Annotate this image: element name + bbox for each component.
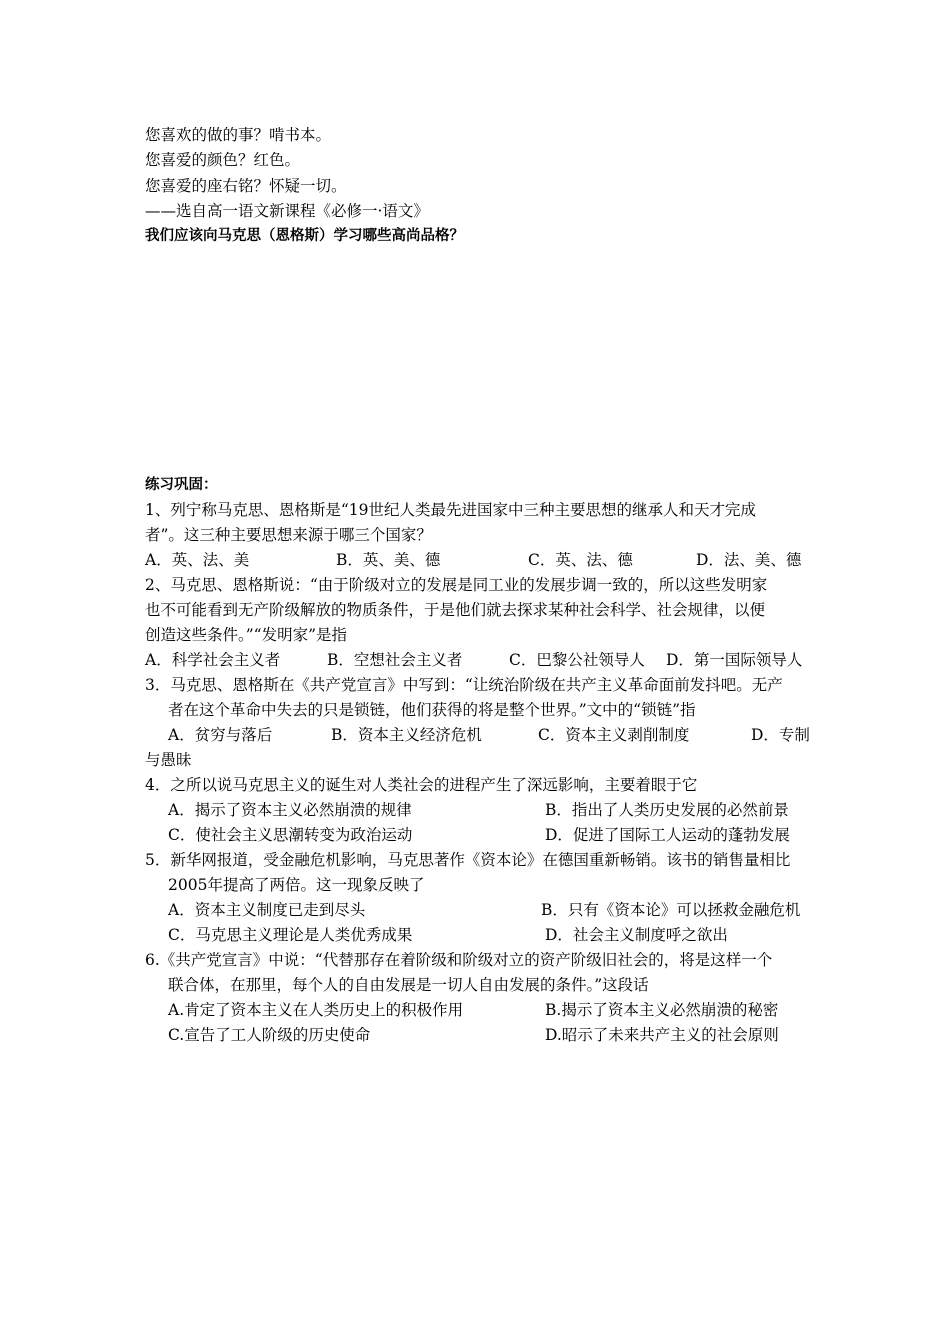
q5-option-d: D．社会主义制度呼之欲出 bbox=[545, 926, 728, 944]
q3-line-2: 者在这个革命中失去的只是锁链，他们获得的将是整个世界。”文中的“锁链”指 bbox=[168, 701, 696, 719]
q3-continuation: 与愚昧 bbox=[145, 751, 192, 769]
q5-option-c: C．马克思主义理论是人类优秀成果 bbox=[168, 926, 413, 944]
q2-line-1: 2、马克思、恩格斯说：“由于阶级对立的发展是同工业的发展步调一致的，所以这些发明家 bbox=[145, 576, 768, 594]
q4-option-a: A．揭示了资本主义必然崩溃的规律 bbox=[168, 801, 412, 819]
q3-option-a: A．贫穷与落后 bbox=[168, 726, 273, 744]
q1-line-1: 1、列宁称马克思、恩格斯是“19世纪人类最先进国家中三种主要思想的继承人和天才完成 bbox=[145, 501, 757, 519]
q4-line-1: 4．之所以说马克思主义的诞生对人类社会的进程产生了深远影响，主要着眼于它 bbox=[145, 776, 698, 794]
q6-line-2: 联合体，在那里，每个人的自由发展是一切人自由发展的条件。”这段话 bbox=[168, 976, 649, 994]
q3-line-1: 3．马克思、恩格斯在《共产党宣言》中写到：“让统治阶级在共产主义革命面前发抖吧。无产 bbox=[145, 676, 783, 694]
q2-line-2: 也不可能看到无产阶级解放的物质条件，于是他们就去探求某种社会科学、社会规律，以便 bbox=[145, 601, 766, 619]
q5-option-b: B．只有《资本论》可以拯救金融危机 bbox=[541, 901, 801, 919]
q1-option-b: B．英、美、德 bbox=[336, 551, 441, 569]
q1-option-d: D．法、美、德 bbox=[696, 551, 802, 569]
q3-option-d: D．专制 bbox=[751, 726, 810, 744]
q6-option-d: D.昭示了未来共产主义的社会原则 bbox=[545, 1026, 779, 1044]
q1-option-c: C．英、法、德 bbox=[528, 551, 633, 569]
q1-line-2: 者”。这三种主要思想来源于哪三个国家？ bbox=[145, 526, 432, 544]
q3-option-b: B．资本主义经济危机 bbox=[331, 726, 482, 744]
q5-option-a: A．资本主义制度已走到尽头 bbox=[168, 901, 366, 919]
q4-option-b: B．指出了人类历史发展的必然前景 bbox=[545, 801, 789, 819]
question-heading: 我们应该向马克思（恩格斯）学习哪些高尚品格？ bbox=[145, 228, 464, 244]
q2-option-d: D．第一国际领导人 bbox=[666, 651, 803, 669]
intro-line-1: 您喜欢的做的事？啃书本。 bbox=[145, 126, 332, 144]
practice-heading: 练习巩固： bbox=[145, 477, 218, 493]
q6-line-1: 6.《共产党宣言》中说：“代替那存在着阶级和阶级对立的资产阶级旧社会的，将是这样一个 bbox=[145, 951, 773, 969]
q5-line-1: 5．新华网报道，受金融危机影响，马克思著作《资本论》在德国重新畅销。该书的销售量相比 bbox=[145, 851, 791, 869]
intro-source: ——选自高一语文新课程《必修一·语文》 bbox=[145, 202, 429, 220]
q2-line-3: 创造这些条件。”“发明家”是指 bbox=[145, 626, 348, 644]
q6-option-a: A.肯定了资本主义在人类历史上的积极作用 bbox=[168, 1001, 464, 1019]
q4-option-c: C．使社会主义思潮转变为政治运动 bbox=[168, 826, 413, 844]
q3-option-c: C．资本主义剥削制度 bbox=[538, 726, 690, 744]
q5-line-2: 2005年提高了两倍。这一现象反映了 bbox=[168, 876, 425, 894]
q2-option-c: C．巴黎公社领导人 bbox=[509, 651, 645, 669]
q1-option-a: A．英、法、美 bbox=[145, 551, 250, 569]
q4-option-d: D．促进了国际工人运动的蓬勃发展 bbox=[545, 826, 790, 844]
intro-line-2: 您喜爱的颜色？红色。 bbox=[145, 151, 301, 169]
q6-option-c: C.宣告了工人阶级的历史使命 bbox=[168, 1026, 371, 1044]
q2-option-a: A．科学社会主义者 bbox=[145, 651, 281, 669]
q6-option-b: B.揭示了资本主义必然崩溃的秘密 bbox=[545, 1001, 779, 1019]
intro-line-3: 您喜爱的座右铭？怀疑一切。 bbox=[145, 177, 347, 195]
q2-option-b: B．空想社会主义者 bbox=[327, 651, 463, 669]
